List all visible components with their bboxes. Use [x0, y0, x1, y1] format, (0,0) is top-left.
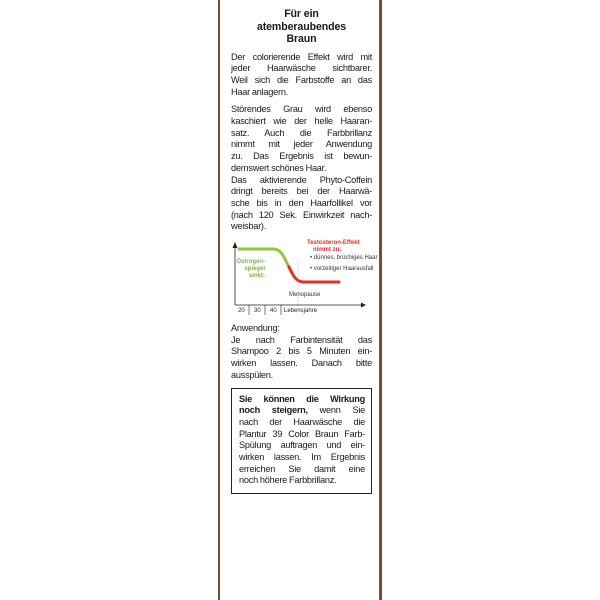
testosterone-label: [307, 240, 360, 254]
tip-bold: noch steigern,: [239, 405, 308, 416]
text-line: wirken lassen. Im Ergebnis: [239, 452, 365, 463]
effect-item: • dünnes, brüchiges Haar: [310, 255, 378, 262]
x-axis-arrow: [361, 303, 366, 308]
text-line: Spülung auftragen und ein-: [239, 440, 365, 451]
label-line: Östrogen-: [236, 259, 265, 266]
info-panel: [218, 0, 382, 600]
text-line: nimmt mit jeder Anwendung: [231, 139, 372, 150]
label-line: sinkt:: [248, 273, 265, 280]
text-line: Anwendung:: [231, 323, 280, 334]
text-line: Weil sich die Farbstoffe an das: [231, 74, 372, 85]
panel-content: [231, 8, 378, 494]
text-line: Je nach Farbintensität das: [231, 334, 372, 345]
text-line: wirken lassen. Danach bitte: [231, 358, 372, 369]
text-line: [239, 394, 365, 406]
text-line: Plantur 39 Color Braun Farb-: [239, 428, 365, 439]
text-line: jeder Haarwäsche sichtbarer.: [231, 63, 372, 74]
text-line: weisbar).: [231, 221, 267, 232]
age-label: 40: [270, 308, 277, 315]
text-line: kaschiert wie der helle Haaran-: [231, 116, 372, 127]
y-axis-arrow: [233, 242, 238, 248]
text-line: nach der Haarwäsche die: [239, 416, 365, 427]
text-line: Störendes Grau wird ebenso: [231, 104, 372, 115]
hormone-graphic: [231, 239, 378, 317]
text-line: noch höhere Farbbrillanz.: [239, 475, 337, 486]
text-line: dringt bereits bei der Haarwä-: [231, 186, 372, 197]
text-line: erreichen Sie damit eine: [239, 463, 365, 474]
text-line: dernswert schönes Haar.: [231, 162, 327, 173]
axis-label: Lebensjahre: [284, 308, 318, 315]
title-line: Für ein: [284, 8, 319, 20]
text-line: (nach 120 Sek. Einwirkzeit nach-: [231, 209, 372, 220]
title-line: Braun: [286, 33, 317, 45]
title-line: atemberaubendes: [256, 20, 347, 33]
text-line: [239, 405, 365, 417]
text-line: ausspülen.: [231, 369, 273, 380]
text-line: Shampoo 2 bis 5 Minuten ein-: [231, 346, 372, 357]
tip-box: [231, 388, 372, 495]
effect-item: • vorzeitiger Haarausfall: [310, 266, 374, 273]
tip-tail: wenn Sie: [307, 405, 365, 416]
text-line: sche bis in den Haarfollikel vor: [231, 197, 372, 208]
panel-title: [231, 8, 372, 46]
tip-text: [239, 394, 365, 488]
estrogen-label: [235, 259, 265, 280]
text-line: Der colorierende Effekt wird mit: [231, 51, 372, 62]
usage-paragraph: [231, 323, 372, 382]
menopause-label: Menopause: [289, 292, 321, 299]
text-line: satz. Auch die Farbbrillanz: [231, 127, 372, 138]
text-line: zu. Das Ergebnis ist bewun-: [231, 151, 372, 162]
tip-bold: Sie können die Wirkung: [239, 393, 365, 404]
age-label: 30: [254, 308, 261, 315]
label-line: spiegel: [244, 266, 265, 273]
age-label: 20: [238, 308, 245, 315]
intro-paragraph: [231, 52, 372, 99]
gray-coverage-paragraph: [231, 104, 372, 233]
text-line: Das aktivierende Phyto-Coffein: [231, 174, 372, 185]
label-line: Testosteron-Effekt: [307, 240, 360, 247]
effects-list: [310, 255, 377, 273]
text-line: Haar anlagern.: [231, 86, 288, 97]
label-line: nimmt zu:: [313, 247, 342, 254]
